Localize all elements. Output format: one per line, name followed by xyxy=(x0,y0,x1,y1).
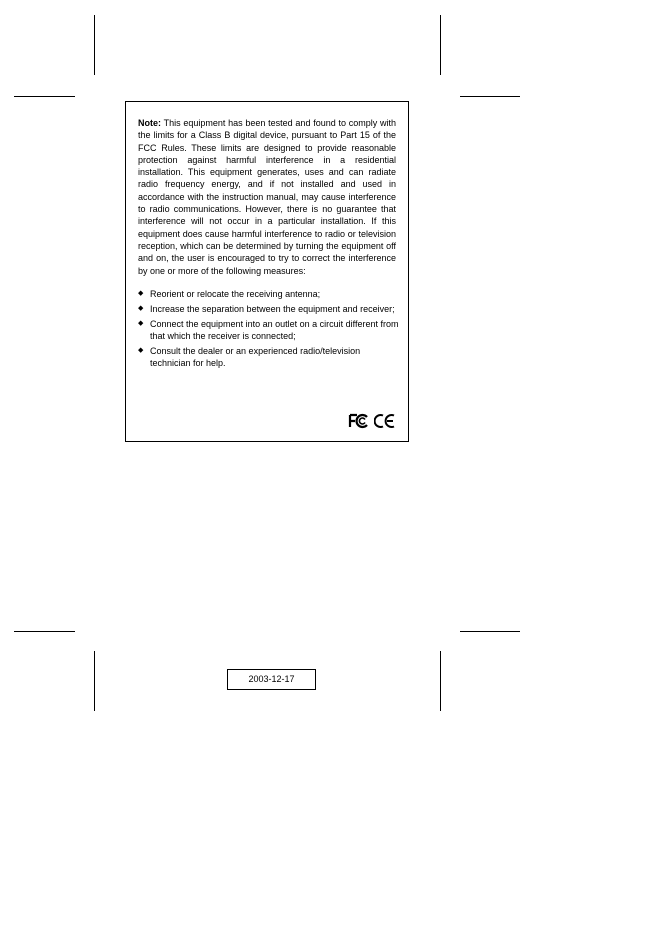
note-label: Note: xyxy=(138,118,161,128)
measures-list xyxy=(138,288,403,372)
diamond-bullet-icon: ◆ xyxy=(138,346,144,354)
fcc-note-paragraph xyxy=(138,117,396,277)
list-item: ◆ Reorient or relocate the receiving antenna; xyxy=(138,289,321,299)
note-text: This equipment has been tested and found to comply with the limits for a Class B digital device, pursuant to Part 15 of the FCC Rules. These limits are designed to provide reasonable protection against harmful interference in a residential installation. This equipment generates, uses and can radiate radio frequency energy, and if not installed and used in accordance with the instruction manual, may cause interference to radio communications. However, there is no guarantee that interference will not occur in a particular installation. If this equipment does cause harmful interference to radio or television reception, which can be determined by turning the equipment off and on, the user is encouraged to try to correct the interference by one or more of the following measures: xyxy=(138,118,396,276)
crop-mark-top-left-horizontal xyxy=(14,96,75,97)
list-item: ◆ Increase the separation between the equipment and receiver; xyxy=(138,303,395,314)
diamond-bullet-icon: ◆ xyxy=(138,304,144,312)
crop-mark-bottom-left-horizontal xyxy=(14,631,75,632)
list-item: ◆ Connect the equipment into an outlet on a circuit different from that which the receiver is connected; xyxy=(138,318,399,341)
crop-mark-top-right-vertical xyxy=(440,15,441,75)
list-item: ◆ Consult the dealer or an experienced radio/television technician for help. xyxy=(138,345,361,368)
crop-mark-bottom-right-horizontal xyxy=(460,631,520,632)
diamond-bullet-icon: ◆ xyxy=(138,290,144,297)
certification-logos xyxy=(348,413,396,429)
crop-mark-top-left-vertical xyxy=(94,15,95,75)
diamond-bullet-icon: ◆ xyxy=(138,319,144,327)
crop-mark-bottom-left-vertical xyxy=(94,651,95,711)
revision-date: 2003-12-17 xyxy=(227,669,316,690)
fcc-notice-box xyxy=(125,101,409,442)
ce-mark-icon xyxy=(374,413,396,429)
crop-mark-bottom-right-vertical xyxy=(440,651,441,711)
crop-mark-top-right-horizontal xyxy=(460,96,520,97)
fcc-logo-icon xyxy=(348,413,370,429)
